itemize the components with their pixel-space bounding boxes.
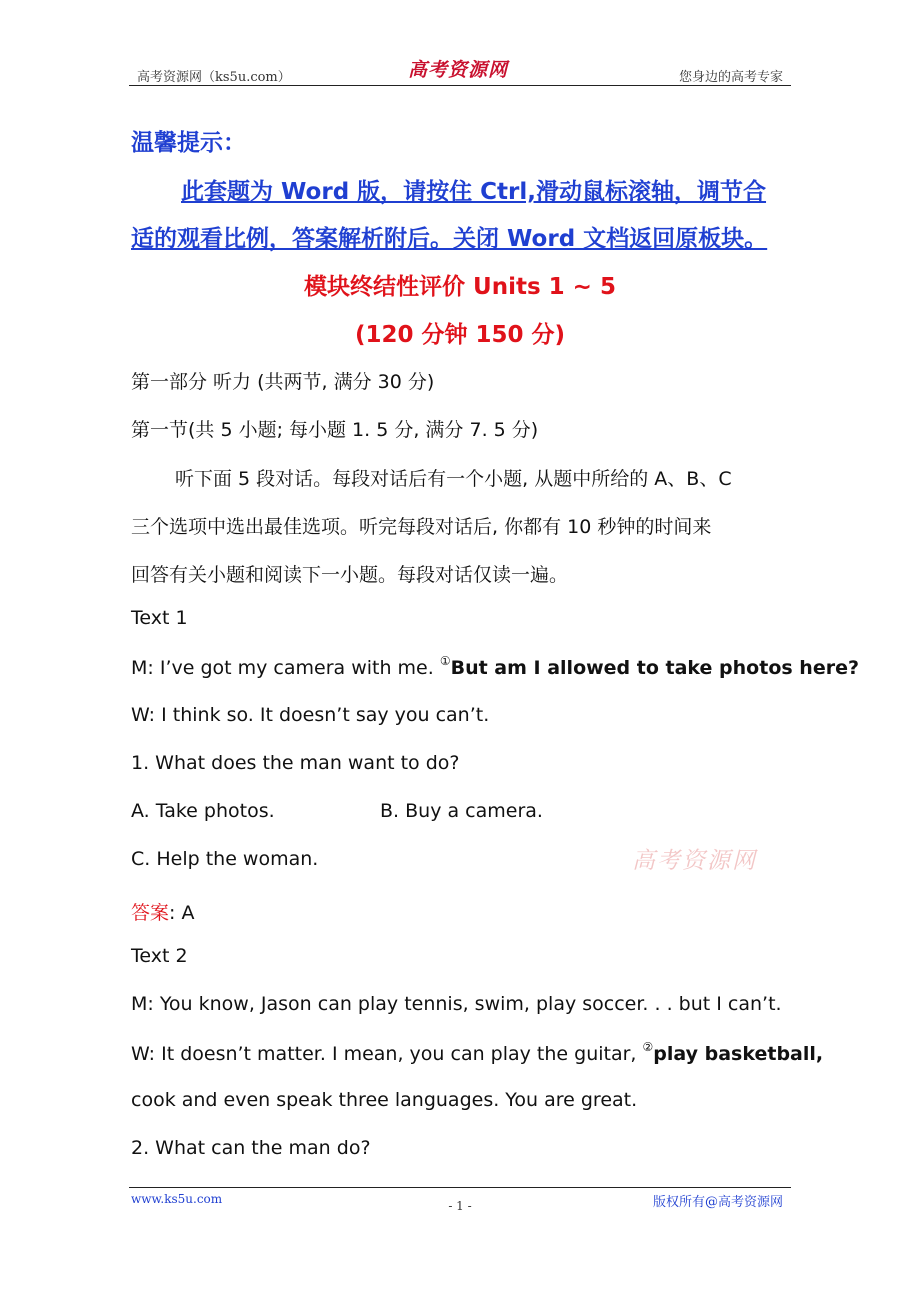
option-b: B. Buy a camera. <box>380 800 543 822</box>
header-slogan: 您身边的高考专家 <box>678 70 783 85</box>
header-site-name: 高考资源网（ks5u.com） <box>137 70 291 85</box>
text2-woman-text: W: It doesn’t matter. I mean, you can play the guitar, <box>131 1043 643 1065</box>
page-title: 模块终结性评价 Units 1 ~ 5 <box>304 274 616 300</box>
text1-woman-line: W: I think so. It doesn’t say you can’t. <box>131 704 490 726</box>
text1-man-line <box>131 654 859 679</box>
notice-link-line-2[interactable]: 适的观看比例，答案解析附后。关闭 Word 文档返回原板块。 <box>131 226 768 252</box>
text2-label: Text 2 <box>131 945 188 967</box>
footer-divider <box>129 1187 791 1188</box>
text1-man-bold: But am I allowed to take photos here? <box>450 657 859 679</box>
footer-copyright: 版权所有@高考资源网 <box>652 1195 783 1210</box>
page-number: - 1 - <box>448 1199 472 1213</box>
marker-1: ① <box>439 654 451 668</box>
header-divider <box>129 85 791 86</box>
instruction-line-1: 听下面 5 段对话。每段对话后有一个小题, 从题中所给的 A、B、C <box>175 468 732 490</box>
text1-label: Text 1 <box>131 607 188 629</box>
page-subtitle: (120 分钟 150 分) <box>354 322 566 348</box>
notice-link-line-1[interactable]: 此套题为 Word 版，请按住 Ctrl,滑动鼠标滚轴，调节合 <box>181 179 767 205</box>
option-a: A. Take photos. <box>131 800 275 822</box>
question-1: 1. What does the man want to do? <box>131 752 460 774</box>
notice-title: 温馨提示： <box>131 130 246 156</box>
answer-line <box>131 898 194 925</box>
marker-2: ② <box>642 1040 654 1054</box>
watermark: 高考资源网 <box>632 848 757 874</box>
footer-url[interactable]: www.ks5u.com <box>131 1192 223 1206</box>
header-logo: 高考资源网 <box>408 59 509 81</box>
text2-woman-line <box>131 1040 824 1065</box>
text2-man-line: M: You know, Jason can play tennis, swim, play soccer. . . but I can’t. <box>131 993 782 1015</box>
answer-label: 答案 <box>131 902 170 924</box>
text2-woman-bold: play basketball, <box>653 1043 824 1065</box>
section-heading: 第一节(共 5 小题; 每小题 1. 5 分, 满分 7. 5 分) <box>131 419 539 441</box>
instruction-line-3: 回答有关小题和阅读下一小题。每段对话仅读一遍。 <box>131 564 569 586</box>
question-2: 2. What can the man do? <box>131 1137 371 1159</box>
instruction-line-2: 三个选项中选出最佳选项。听完每段对话后, 你都有 10 秒钟的时间来 <box>131 516 712 538</box>
part-heading: 第一部分 听力 (共两节, 满分 30 分) <box>131 371 435 393</box>
text2-woman-continued: cook and even speak three languages. You are great. <box>131 1089 638 1111</box>
text1-man-text: M: I’ve got my camera with me. <box>131 657 440 679</box>
answer-value: : A <box>169 902 195 924</box>
option-c: C. Help the woman. <box>131 848 319 870</box>
